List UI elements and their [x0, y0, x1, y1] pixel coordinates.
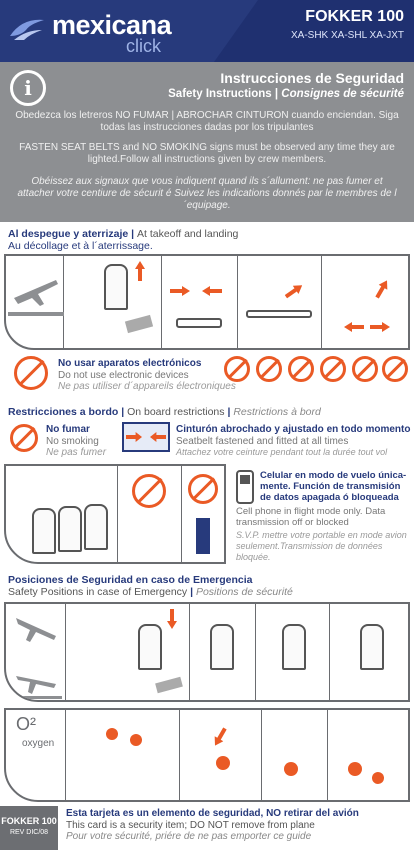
oxygen-mask-icon [106, 728, 118, 740]
help-child-cell [328, 710, 410, 800]
no-cd-player-icon [320, 356, 346, 382]
title-en: Safety Instructions [168, 88, 272, 100]
seat-icon [104, 264, 128, 310]
no-smoking-icon [10, 424, 38, 452]
seatbelt-release-cell [322, 256, 410, 348]
airplane-landing-icon [12, 664, 62, 700]
brace-position-2-cell [190, 604, 256, 700]
belt-en: Seatbelt fastened and fitted at all times [176, 436, 349, 447]
brand-name: mexicana [52, 10, 172, 40]
emergency-heading-en-fr: Safety Positions in case of Emergency | Positions de sécurité [8, 586, 293, 598]
instructions-en: FASTEN SEAT BELTS and NO SMOKING signs must be observed any time they are lighted.Follow all instructions given by crew members. [19, 142, 395, 165]
brace-panel [4, 602, 410, 702]
takeoff-panel [4, 254, 410, 350]
no-laptop-icon [288, 356, 314, 382]
cell-phone-icon [236, 470, 254, 504]
lavatory-cell [118, 466, 182, 562]
seatbelt-sign-icon [122, 422, 170, 452]
smoke-es: No fumar [46, 424, 90, 435]
instructions-es: Obedezca los letreros NO FUMAR | ABROCHAR CINTURON cuando enciendan. Siga todas las instrucciones dadas por los tripulantes [15, 110, 399, 133]
instructions-box [0, 62, 414, 222]
electronics-es: No usar aparatos electrónicos [58, 358, 202, 369]
seatbelt-fasten-cell [162, 256, 238, 348]
mask-pull-cell [180, 710, 262, 800]
eagle-logo-icon [8, 16, 46, 42]
arrow-right-2-icon [370, 322, 390, 332]
oxygen-label-cell [6, 710, 66, 800]
phone-fr: S.V.P. mettre votre portable en mode avion seulement.Transmission de données bloquée. [236, 530, 407, 562]
no-radio-icon [352, 356, 378, 382]
arrow-left-2-icon [344, 322, 364, 332]
footer-model: FOKKER 100 [1, 816, 57, 826]
phone-es: Celular en modo de vuelo única- mente. Función de transmisión de datos apagada ó bloqueada [260, 470, 407, 503]
no-walkie-talkie-icon [382, 356, 408, 382]
cabin-panel [4, 464, 226, 564]
onboard-heading: Restricciones a bordo | On board restrictions | Restrictions à bord [8, 406, 321, 418]
arrow-up-icon [135, 261, 145, 281]
lavatory-door-cell [182, 466, 226, 562]
seatbelt-tighten-cell [238, 256, 322, 348]
seat-upright-cell [64, 256, 162, 348]
oxygen-symbol: O² [16, 714, 36, 734]
brace-position-4-cell [330, 604, 410, 700]
electronics-fr: Ne pas utiliser d´appareils électroniques [58, 381, 236, 392]
brace-position-3-cell [256, 604, 330, 700]
footer-en: This card is a security item; DO NOT remove from plane [66, 819, 315, 831]
no-game-icon [256, 356, 282, 382]
no-electronics-icon [14, 356, 48, 390]
brace-position-1-cell [66, 604, 190, 700]
footer-model-tag [0, 806, 58, 850]
takeoff-heading-fr: Au décollage et à l´aterrissage. [8, 240, 153, 252]
aircraft-model: FOKKER 100 [305, 8, 404, 25]
belt-strap-icon [246, 310, 312, 318]
belt-es: Cinturón abrochado y ajustado en todo momento [176, 424, 411, 435]
footer-fr: Pour votre sécurité, priére de ne pas emporter ce guide [66, 831, 312, 842]
smoke-en: No smoking [46, 436, 99, 447]
no-smoking-lavatory-icon [132, 474, 166, 508]
cabin-seats-cell [6, 466, 118, 562]
electronics-en: Do not use electronic devices [58, 370, 189, 381]
brand-sub: click [126, 36, 161, 56]
footer-revision: REV DIC/08 [9, 829, 49, 836]
info-icon: i [10, 70, 46, 106]
footer-notice [66, 808, 359, 843]
mask-drop-cell [66, 710, 180, 800]
emergency-plane-cell [6, 604, 66, 700]
belt-fr: Attachez votre ceinture pendant tout la durée tout vol [176, 447, 388, 457]
title-es: Instrucciones de Seguridad [220, 70, 404, 86]
aircraft-registrations: XA-SHK XA-SHL XA-JXT [291, 30, 404, 41]
title-fr: Consignes de sécurité [281, 88, 404, 100]
title-en-fr: Safety Instructions | Consignes de sécurité [168, 88, 404, 100]
arrow-left-icon [202, 286, 222, 296]
smoke-fr: Ne pas fumer [46, 447, 107, 458]
oxygen-panel [4, 708, 410, 802]
airplane-takeoff-icon [8, 262, 64, 322]
emergency-heading-es: Posiciones de Seguridad en caso de Emergencia [8, 574, 253, 586]
takeoff-plane-cell [6, 256, 64, 348]
arrow-right-icon [170, 286, 190, 296]
no-camcorder-icon [224, 356, 250, 382]
instructions-fr: Obéissez aux signaux que vous indiquent quand ils s´allument: ne pas fumer et attacher votre centiure de sécurit é Suivez les indications donnés par le membres de l´equipage. [17, 176, 397, 211]
oxygen-word: oxygen [22, 738, 55, 749]
tray-table-icon [125, 315, 153, 333]
buckle-icon [176, 318, 222, 328]
phone-en: Cell phone in flight mode only. Data transmission off or blocked [236, 506, 386, 528]
mask-on-cell [262, 710, 328, 800]
arrow-release-icon [373, 278, 392, 300]
header-bar [0, 0, 414, 62]
airplane-descending-icon [12, 610, 62, 646]
takeoff-heading: Al despegue y aterrizaje | At takeoff and landing [8, 228, 239, 240]
footer-es: Esta tarjeta es un elemento de seguridad, NO retirar del avión [66, 808, 359, 819]
arrow-tighten-icon [283, 281, 305, 301]
no-smoking-door-icon [188, 474, 218, 504]
